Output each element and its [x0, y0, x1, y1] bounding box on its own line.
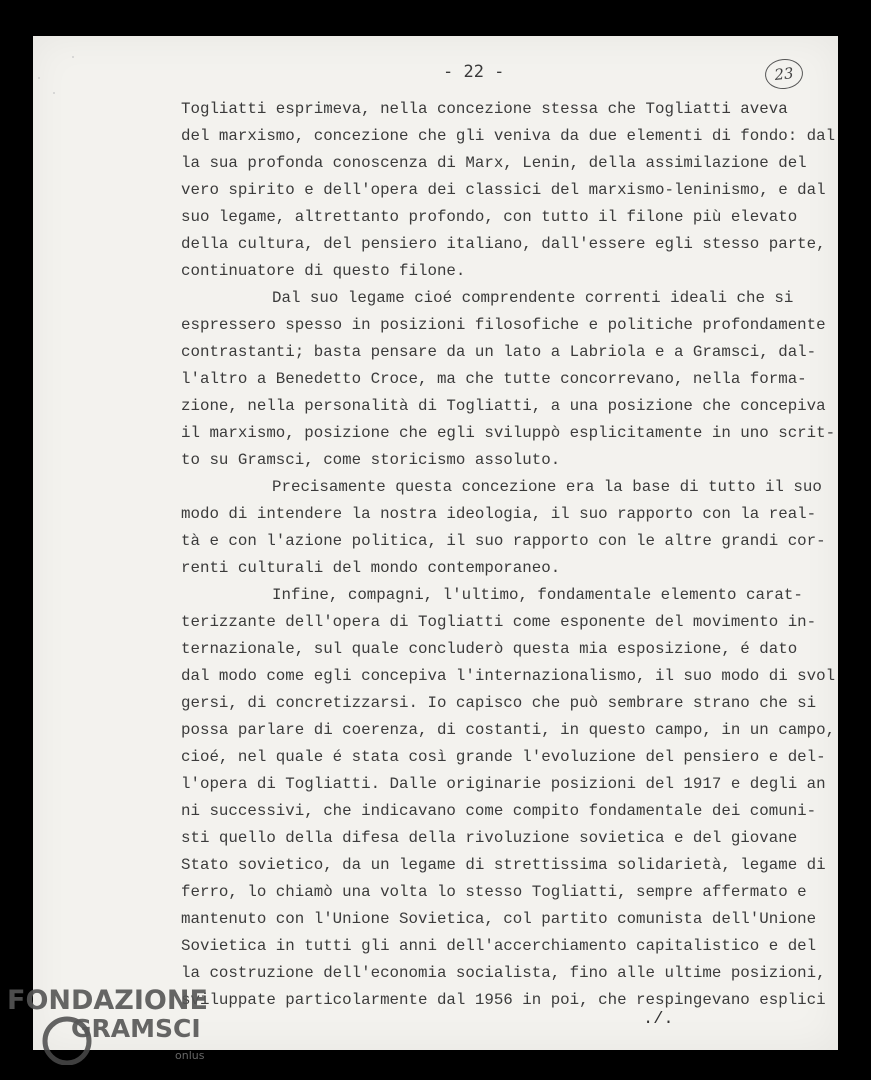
- text-line: la costruzione dell'economia socialista, fino alle ultime posizioni,: [181, 964, 826, 982]
- text-line: modo di intendere la nostra ideologia, il suo rapporto con la real-: [181, 505, 817, 523]
- logo-line1: FONDAZIONE: [7, 985, 208, 1016]
- text-line: espressero spesso in posizioni filosofiche e politiche profondamente: [181, 316, 826, 334]
- text-line: mantenuto con l'Unione Sovietica, col partito comunista dell'Unione: [181, 910, 817, 928]
- text-line: gersi, di concretizzarsi. Io capisco che può sembrare strano che si: [181, 694, 817, 712]
- text-line: contrastanti; basta pensare da un lato a Labriola e a Gramsci, dal-: [181, 343, 817, 361]
- text-line: ternazionale, sul quale concluderò questa mia esposizione, é dato: [181, 640, 798, 658]
- typewritten-body: [181, 96, 836, 1014]
- margin-mark: [53, 92, 55, 94]
- text-line: possa parlare di coerenza, di costanti, in questo campo, in un campo,: [181, 721, 836, 739]
- text-line: zione, nella personalità di Togliatti, a una posizione che concepiva: [181, 397, 826, 415]
- text-line: Togliatti esprimeva, nella concezione stessa che Togliatti aveva: [181, 100, 788, 118]
- text-line: Dal suo legame cioé comprendente correnti ideali che si: [272, 289, 794, 307]
- margin-mark: [72, 56, 74, 58]
- text-line: suo legame, altrettanto profondo, con tutto il filone più elevato: [181, 208, 798, 226]
- text-line: Sovietica in tutti gli anni dell'accerchiamento capitalistico e del: [181, 937, 817, 955]
- margin-mark: [38, 77, 40, 79]
- text-line: Stato sovietico, da un legame di strettissima solidarietà, legame di: [181, 856, 826, 874]
- text-line: Infine, compagni, l'ultimo, fondamentale elemento carat-: [272, 586, 803, 604]
- text-line: del marxismo, concezione che gli veniva da due elementi di fondo: dal: [181, 127, 836, 145]
- text-line: cioé, nel quale é stata così grande l'evoluzione del pensiero e del-: [181, 748, 826, 766]
- text-line: l'opera di Togliatti. Dalle originarie posizioni del 1917 e degli an: [181, 775, 826, 793]
- archive-page-number: 23: [764, 57, 805, 91]
- logo-line2: GRAMSCI: [71, 1014, 201, 1043]
- text-line: Precisamente questa concezione era la base di tutto il suo: [272, 478, 822, 496]
- page-number: - 22 -: [443, 62, 505, 82]
- text-line: il marxismo, posizione che egli sviluppò esplicitamente in uno scrit-: [181, 424, 836, 442]
- continuation-mark: ./.: [643, 1010, 674, 1029]
- text-line: dal modo come egli concepiva l'internazionalismo, il suo modo di svol: [181, 667, 836, 685]
- text-line: vero spirito e dell'opera dei classici del marxismo-leninismo, e dal: [181, 181, 826, 199]
- text-line: ferro, lo chiamò una volta lo stesso Togliatti, sempre affermato e: [181, 883, 807, 901]
- text-line: sviluppate particolarmente dal 1956 in poi, che respingevano esplici: [181, 991, 826, 1009]
- fondazione-gramsci-logo: [5, 985, 215, 1065]
- text-line: della cultura, del pensiero italiano, dall'essere egli stesso parte,: [181, 235, 826, 253]
- text-line: ni successivi, che indicavano come compito fondamentale dei comuni-: [181, 802, 817, 820]
- text-line: tà e con l'azione politica, il suo rapporto con le altre grandi cor-: [181, 532, 826, 550]
- text-line: continuatore di questo filone.: [181, 262, 466, 280]
- text-line: to su Gramsci, come storicismo assoluto.: [181, 451, 561, 469]
- logo-line3: onlus: [175, 1049, 205, 1062]
- text-line: la sua profonda conoscenza di Marx, Lenin, della assimilazione del: [181, 154, 807, 172]
- text-line: sti quello della difesa della rivoluzione sovietica e del giovane: [181, 829, 798, 847]
- text-line: renti culturali del mondo contemporaneo.: [181, 559, 561, 577]
- text-line: terizzante dell'opera di Togliatti come esponente del movimento in-: [181, 613, 817, 631]
- text-line: l'altro a Benedetto Croce, ma che tutte concorrevano, nella forma-: [181, 370, 807, 388]
